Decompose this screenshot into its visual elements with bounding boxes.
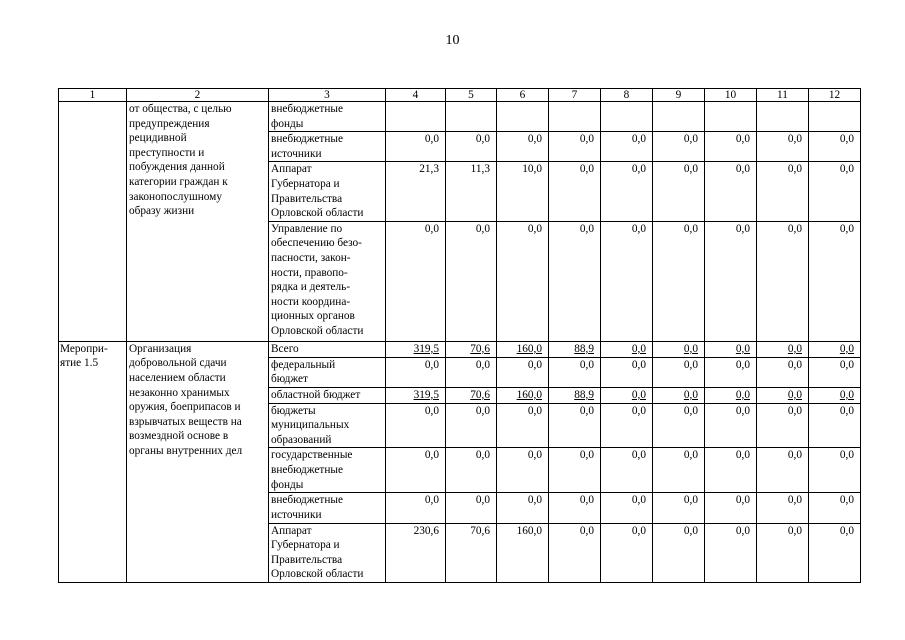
value-cell-col7: 88,9 bbox=[549, 341, 601, 357]
funding-source-cell: областной бюджет bbox=[269, 387, 386, 403]
value-cell-col11: 0,0 bbox=[757, 448, 809, 493]
value-cell-col9 bbox=[653, 102, 705, 132]
value-cell-col12: 0,0 bbox=[809, 221, 861, 341]
value-cell-col12: 0,0 bbox=[809, 448, 861, 493]
value-cell-col12: 0,0 bbox=[809, 403, 861, 448]
value-cell-col4: 230,6 bbox=[386, 523, 446, 582]
value-cell-col9: 0,0 bbox=[653, 357, 705, 387]
value-cell-col6: 0,0 bbox=[497, 221, 549, 341]
value-cell-col5: 70,6 bbox=[446, 523, 497, 582]
measure-description-cell: от общества, с целью предупреждения рецидивной преступности и побуждения данной категории граждан к законопослушному образу жизни bbox=[127, 102, 269, 342]
table-body bbox=[59, 102, 861, 583]
value-cell-col6: 160,0 bbox=[497, 523, 549, 582]
value-cell-col9: 0,0 bbox=[653, 523, 705, 582]
header-cell-5: 5 bbox=[446, 89, 497, 102]
table-header bbox=[59, 89, 861, 102]
value-cell-col11: 0,0 bbox=[757, 341, 809, 357]
funding-source-cell: бюджеты муниципальных образований bbox=[269, 403, 386, 448]
value-cell-col10: 0,0 bbox=[705, 162, 757, 221]
value-cell-col4: 21,3 bbox=[386, 162, 446, 221]
value-cell-col9: 0,0 bbox=[653, 448, 705, 493]
value-cell-col5: 70,6 bbox=[446, 341, 497, 357]
value-cell-col5: 11,3 bbox=[446, 162, 497, 221]
value-cell-col7: 0,0 bbox=[549, 132, 601, 162]
value-cell-col4: 319,5 bbox=[386, 341, 446, 357]
value-cell-col10: 0,0 bbox=[705, 403, 757, 448]
header-cell-3: 3 bbox=[269, 89, 386, 102]
value-cell-col10: 0,0 bbox=[705, 523, 757, 582]
value-cell-col11: 0,0 bbox=[757, 523, 809, 582]
value-cell-col6: 0,0 bbox=[497, 357, 549, 387]
value-cell-col11: 0,0 bbox=[757, 132, 809, 162]
value-cell-col5: 0,0 bbox=[446, 493, 497, 523]
value-cell-col8: 0,0 bbox=[601, 387, 653, 403]
funding-source-cell: внебюджетные источники bbox=[269, 493, 386, 523]
budget-table bbox=[58, 88, 861, 583]
funding-source-cell: Аппарат Губернатора и Правительства Орловской области bbox=[269, 162, 386, 221]
value-cell-col4 bbox=[386, 102, 446, 132]
value-cell-col9: 0,0 bbox=[653, 162, 705, 221]
value-cell-col12: 0,0 bbox=[809, 387, 861, 403]
value-cell-col10: 0,0 bbox=[705, 132, 757, 162]
value-cell-col8: 0,0 bbox=[601, 448, 653, 493]
value-cell-col4: 319,5 bbox=[386, 387, 446, 403]
value-cell-col4: 0,0 bbox=[386, 357, 446, 387]
funding-source-cell: внебюджетные источники bbox=[269, 132, 386, 162]
value-cell-col6: 0,0 bbox=[497, 132, 549, 162]
measure-description-cell: Организация добровольной сдачи населением области незаконно хранимых оружия, боеприпасов и взрывчатых веществ на возмездной основе в органы внутренних дел bbox=[127, 341, 269, 582]
value-cell-col9: 0,0 bbox=[653, 387, 705, 403]
header-cell-12: 12 bbox=[809, 89, 861, 102]
header-cell-6: 6 bbox=[497, 89, 549, 102]
value-cell-col10: 0,0 bbox=[705, 448, 757, 493]
value-cell-col8: 0,0 bbox=[601, 162, 653, 221]
value-cell-col4: 0,0 bbox=[386, 132, 446, 162]
value-cell-col12: 0,0 bbox=[809, 523, 861, 582]
funding-source-cell: Аппарат Губернатора и Правительства Орловской области bbox=[269, 523, 386, 582]
value-cell-col4: 0,0 bbox=[386, 493, 446, 523]
value-cell-col6: 0,0 bbox=[497, 493, 549, 523]
value-cell-col10 bbox=[705, 102, 757, 132]
funding-source-cell: государственные внебюджетные фонды bbox=[269, 448, 386, 493]
value-cell-col11 bbox=[757, 102, 809, 132]
value-cell-col7: 0,0 bbox=[549, 448, 601, 493]
value-cell-col9: 0,0 bbox=[653, 132, 705, 162]
value-cell-col7: 0,0 bbox=[549, 493, 601, 523]
funding-source-cell: Всего bbox=[269, 341, 386, 357]
value-cell-col11: 0,0 bbox=[757, 162, 809, 221]
value-cell-col7: 0,0 bbox=[549, 162, 601, 221]
value-cell-col8: 0,0 bbox=[601, 523, 653, 582]
header-cell-10: 10 bbox=[705, 89, 757, 102]
header-cell-8: 8 bbox=[601, 89, 653, 102]
value-cell-col4: 0,0 bbox=[386, 448, 446, 493]
value-cell-col11: 0,0 bbox=[757, 403, 809, 448]
value-cell-col11: 0,0 bbox=[757, 493, 809, 523]
value-cell-col12: 0,0 bbox=[809, 132, 861, 162]
value-cell-col6: 160,0 bbox=[497, 387, 549, 403]
value-cell-col8: 0,0 bbox=[601, 221, 653, 341]
value-cell-col5: 0,0 bbox=[446, 132, 497, 162]
header-row bbox=[59, 89, 861, 102]
value-cell-col9: 0,0 bbox=[653, 493, 705, 523]
value-cell-col5: 0,0 bbox=[446, 221, 497, 341]
value-cell-col9: 0,0 bbox=[653, 403, 705, 448]
value-cell-col11: 0,0 bbox=[757, 387, 809, 403]
value-cell-col8 bbox=[601, 102, 653, 132]
value-cell-col10: 0,0 bbox=[705, 357, 757, 387]
value-cell-col7: 0,0 bbox=[549, 523, 601, 582]
funding-source-cell: федеральный бюджет bbox=[269, 357, 386, 387]
header-cell-9: 9 bbox=[653, 89, 705, 102]
header-cell-7: 7 bbox=[549, 89, 601, 102]
value-cell-col7: 88,9 bbox=[549, 387, 601, 403]
value-cell-col7 bbox=[549, 102, 601, 132]
value-cell-col10: 0,0 bbox=[705, 387, 757, 403]
header-cell-4: 4 bbox=[386, 89, 446, 102]
value-cell-col5: 0,0 bbox=[446, 448, 497, 493]
value-cell-col6 bbox=[497, 102, 549, 132]
value-cell-col6: 0,0 bbox=[497, 403, 549, 448]
value-cell-col9: 0,0 bbox=[653, 341, 705, 357]
header-cell-2: 2 bbox=[127, 89, 269, 102]
value-cell-col5 bbox=[446, 102, 497, 132]
value-cell-col10: 0,0 bbox=[705, 341, 757, 357]
value-cell-col9: 0,0 bbox=[653, 221, 705, 341]
value-cell-col8: 0,0 bbox=[601, 341, 653, 357]
value-cell-col11: 0,0 bbox=[757, 357, 809, 387]
value-cell-col8: 0,0 bbox=[601, 403, 653, 448]
value-cell-col6: 160,0 bbox=[497, 341, 549, 357]
value-cell-col6: 10,0 bbox=[497, 162, 549, 221]
value-cell-col8: 0,0 bbox=[601, 493, 653, 523]
value-cell-col7: 0,0 bbox=[549, 221, 601, 341]
value-cell-col6: 0,0 bbox=[497, 448, 549, 493]
table-row bbox=[59, 341, 861, 357]
measure-id-cell: Меропри- ятие 1.5 bbox=[59, 341, 127, 582]
header-cell-1: 1 bbox=[59, 89, 127, 102]
value-cell-col7: 0,0 bbox=[549, 403, 601, 448]
value-cell-col11: 0,0 bbox=[757, 221, 809, 341]
value-cell-col10: 0,0 bbox=[705, 221, 757, 341]
funding-source-cell: внебюджетные фонды bbox=[269, 102, 386, 132]
value-cell-col12: 0,0 bbox=[809, 341, 861, 357]
value-cell-col10: 0,0 bbox=[705, 493, 757, 523]
value-cell-col12: 0,0 bbox=[809, 357, 861, 387]
value-cell-col8: 0,0 bbox=[601, 357, 653, 387]
measure-id-cell bbox=[59, 102, 127, 342]
value-cell-col5: 0,0 bbox=[446, 403, 497, 448]
table-row bbox=[59, 102, 861, 132]
value-cell-col4: 0,0 bbox=[386, 221, 446, 341]
value-cell-col4: 0,0 bbox=[386, 403, 446, 448]
header-cell-11: 11 bbox=[757, 89, 809, 102]
funding-source-cell: Управление по обеспечению безо- пасности, закон- ности, правопо- рядка и деятель- ности координа- ционных органов Орловской области bbox=[269, 221, 386, 341]
value-cell-col12: 0,0 bbox=[809, 493, 861, 523]
value-cell-col8: 0,0 bbox=[601, 132, 653, 162]
value-cell-col12 bbox=[809, 102, 861, 132]
value-cell-col7: 0,0 bbox=[549, 357, 601, 387]
value-cell-col12: 0,0 bbox=[809, 162, 861, 221]
value-cell-col5: 0,0 bbox=[446, 357, 497, 387]
value-cell-col5: 70,6 bbox=[446, 387, 497, 403]
page-number: 10 bbox=[445, 33, 460, 48]
